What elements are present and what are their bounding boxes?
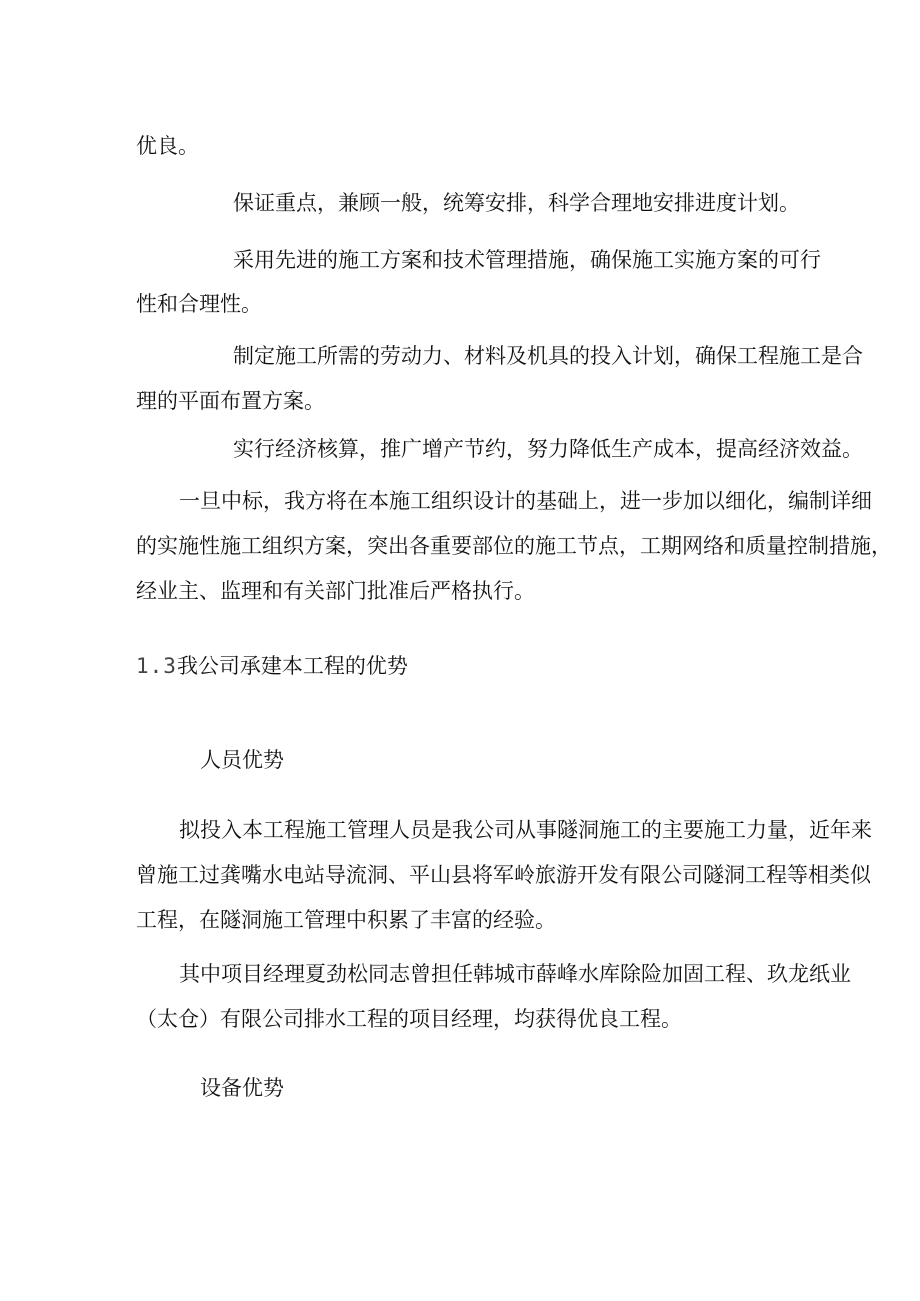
section-heading xyxy=(136,652,408,680)
paragraph-line: 采用先进的施工方案和技术管理措施，确保施工实施方案的可行 xyxy=(233,248,821,272)
paragraph-line: 经业主、监理和有关部门批准后严格执行。 xyxy=(136,579,535,603)
paragraph-line: 理的平面布置方案。 xyxy=(136,389,325,413)
section-title: 我公司承建本工程的优势 xyxy=(176,654,408,678)
paragraph-line: 拟投入本工程施工管理人员是我公司从事隧洞施工的主要施工力量，近年来 xyxy=(179,818,872,842)
paragraph-line: 其中项目经理夏劲松同志曾担任韩城市薛峰水库除险加固工程、玖龙纸业 xyxy=(179,962,851,986)
paragraph-line: 制定施工所需的劳动力、材料及机具的投入计划，确保工程施工是合 xyxy=(233,344,863,368)
paragraph-line: 保证重点，兼顾一般，统筹安排，科学合理地安排进度计划。 xyxy=(233,191,800,215)
paragraph-line: 工程，在隧洞施工管理中积累了丰富的经验。 xyxy=(136,908,556,932)
paragraph-line: 优良。 xyxy=(136,134,199,158)
paragraph-line: 实行经济核算，推广增产节约，努力降低生产成本，提高经济效益。 xyxy=(233,437,863,461)
paragraph-line: （太仓）有限公司排水工程的项目经理，均获得优良工程。 xyxy=(136,1007,682,1031)
section-number: 1.3 xyxy=(136,654,177,678)
subheading: 设备优势 xyxy=(200,1076,284,1100)
subheading: 人员优势 xyxy=(200,748,284,772)
paragraph-line: 性和合理性。 xyxy=(136,292,262,316)
paragraph-line: 一旦中标，我方将在本施工组织设计的基础上，进一步加以细化，编制详细 xyxy=(179,489,872,513)
paragraph-line: 曾施工过龚嘴水电站导流洞、平山县将军岭旅游开发有限公司隧洞工程等相类似 xyxy=(136,863,871,887)
paragraph-line: 的实施性施工组织方案，突出各重要部位的施工节点，工期网络和质量控制措施， xyxy=(136,534,892,558)
